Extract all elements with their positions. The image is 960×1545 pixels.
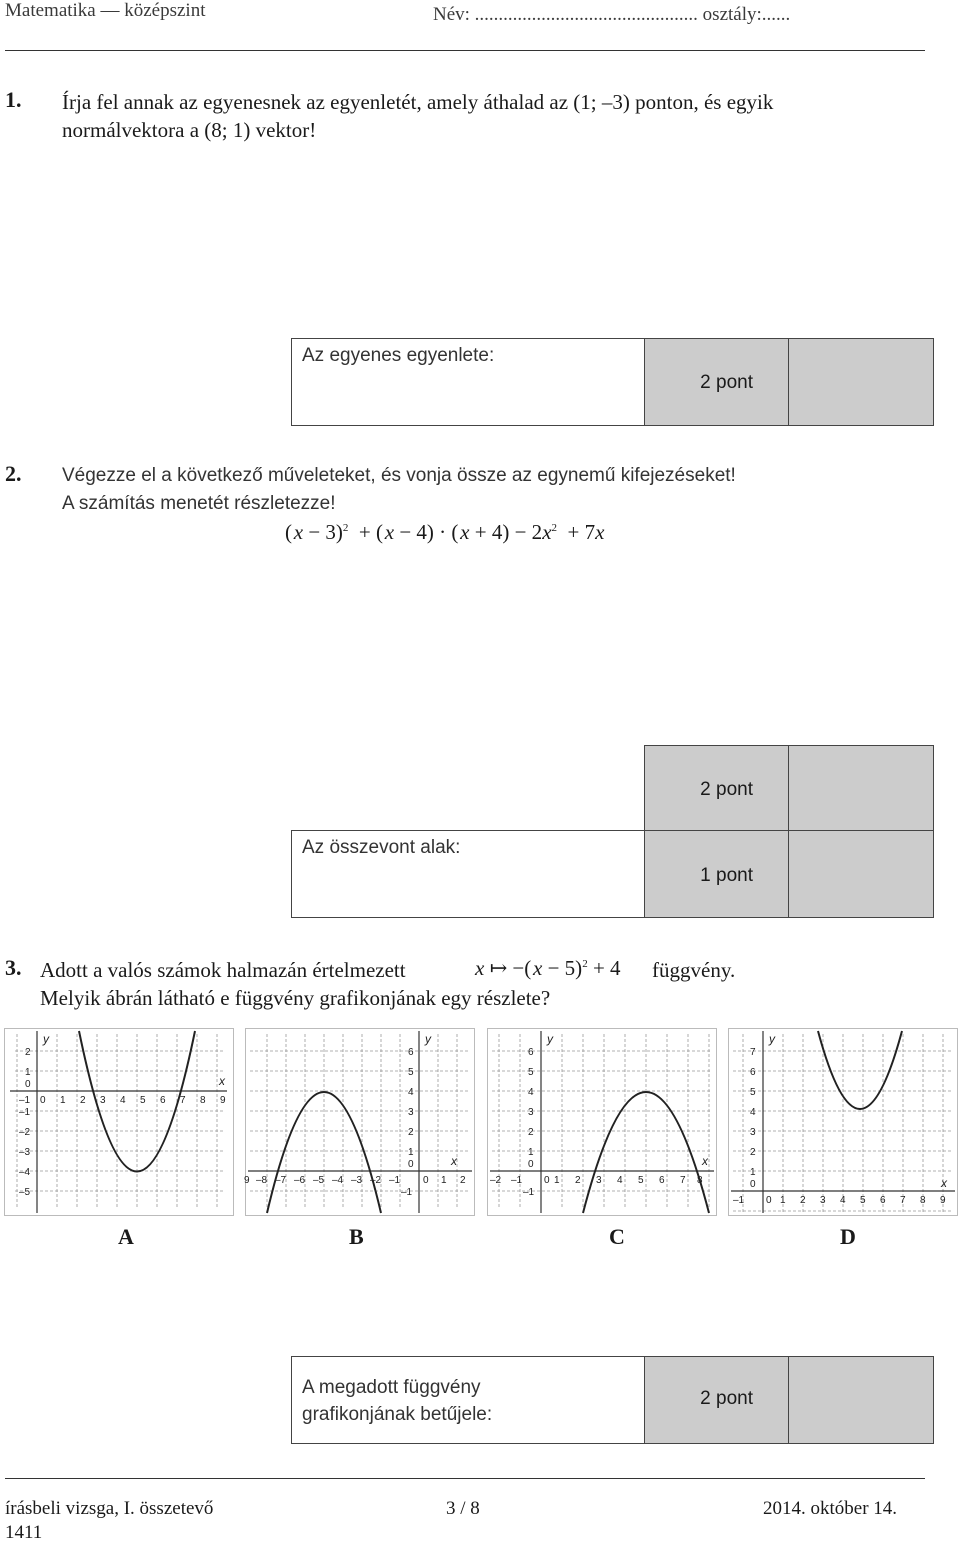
svg-text:8: 8 — [697, 1175, 703, 1186]
svg-text:0: 0 — [25, 1079, 31, 1090]
svg-text:–2: –2 — [370, 1175, 382, 1186]
svg-text:1: 1 — [25, 1067, 31, 1078]
svg-text:0: 0 — [408, 1159, 414, 1170]
svg-text:4: 4 — [840, 1195, 846, 1206]
svg-text:–1: –1 — [19, 1095, 31, 1106]
svg-text:0: 0 — [766, 1195, 772, 1206]
q2-points-1: 2 pont — [700, 779, 753, 800]
q3-points-box — [644, 1356, 790, 1444]
svg-text:5: 5 — [140, 1095, 146, 1106]
footer-rule — [5, 1478, 925, 1479]
svg-text:2: 2 — [25, 1047, 31, 1058]
svg-text:7: 7 — [900, 1195, 906, 1206]
svg-text:4: 4 — [120, 1095, 126, 1106]
svg-text:7: 7 — [180, 1095, 186, 1106]
svg-text:–5: –5 — [313, 1175, 325, 1186]
svg-text:–4: –4 — [19, 1167, 31, 1178]
svg-text:5: 5 — [860, 1195, 866, 1206]
header-subject: Matematika — középszint — [5, 0, 206, 21]
graph-a-letter: A — [118, 1224, 134, 1249]
svg-text:2: 2 — [80, 1095, 86, 1106]
q1-answer-label: Az egyenes egyenlete: — [302, 345, 495, 366]
svg-text:4: 4 — [408, 1087, 414, 1098]
svg-text:1: 1 — [750, 1167, 756, 1178]
svg-text:–1: –1 — [733, 1195, 745, 1206]
q3-score-box[interactable] — [788, 1356, 934, 1444]
svg-text:–7: –7 — [275, 1175, 287, 1186]
svg-text:2: 2 — [460, 1175, 466, 1186]
q2-text-line1: Végezze el a következő műveleteket, és vonja össze az egynemű kifejezéseket! — [62, 465, 736, 486]
q2-number: 2. — [5, 461, 22, 486]
q1-answer-box[interactable] — [291, 338, 646, 426]
svg-text:0: 0 — [40, 1095, 46, 1106]
svg-text:–1: –1 — [401, 1187, 413, 1198]
q2-answer-box[interactable] — [291, 830, 646, 918]
svg-text:0: 0 — [528, 1159, 534, 1170]
graph-c[interactable] — [487, 1028, 717, 1216]
svg-text:y: y — [425, 1032, 431, 1046]
footer-code: 1411 — [5, 1522, 43, 1543]
q3-text-line2: Melyik ábrán látható e függvény grafikonjának egy részlete? — [40, 986, 551, 1010]
svg-text:2: 2 — [408, 1127, 414, 1138]
svg-text:y: y — [769, 1032, 775, 1046]
graph-a-svg — [5, 1029, 233, 1215]
svg-text:2: 2 — [800, 1195, 806, 1206]
svg-text:6: 6 — [659, 1175, 665, 1186]
svg-text:3: 3 — [408, 1107, 414, 1118]
graph-d[interactable] — [728, 1028, 958, 1216]
svg-text:x: x — [451, 1154, 457, 1168]
svg-text:5: 5 — [528, 1067, 534, 1078]
q1-points-box — [644, 338, 790, 426]
svg-text:3: 3 — [750, 1127, 756, 1138]
q3-answer-label — [302, 1374, 492, 1428]
graph-c-letter: C — [609, 1224, 625, 1249]
q1-number: 1. — [5, 87, 22, 112]
svg-text:1: 1 — [780, 1195, 786, 1206]
graph-d-svg — [729, 1029, 957, 1215]
graph-b-svg — [246, 1029, 474, 1215]
header-name-field: Név: ............................................... osztály:...... — [433, 4, 791, 25]
svg-text:y: y — [547, 1032, 553, 1046]
q2-text-line2: A számítás menetét részletezze! — [62, 493, 336, 514]
graph-c-svg — [488, 1029, 716, 1215]
svg-text:2: 2 — [528, 1127, 534, 1138]
svg-text:6: 6 — [880, 1195, 886, 1206]
graph-d-letter: D — [840, 1224, 856, 1249]
svg-text:4: 4 — [617, 1175, 623, 1186]
q2-points-box-2 — [644, 830, 790, 918]
svg-text:4: 4 — [750, 1107, 756, 1118]
svg-text:1: 1 — [441, 1175, 447, 1186]
svg-text:9: 9 — [244, 1175, 250, 1186]
svg-text:0: 0 — [544, 1175, 550, 1186]
header-rule — [5, 50, 925, 51]
svg-text:–8: –8 — [256, 1175, 268, 1186]
q1-text-line2: normálvektora a (8; 1) vektor! — [62, 118, 317, 142]
q2-score-box-1[interactable] — [788, 745, 934, 833]
q3-points: 2 pont — [700, 1388, 753, 1409]
svg-text:x: x — [941, 1176, 947, 1190]
svg-text:–1: –1 — [19, 1107, 31, 1118]
q3-answer-label-line1: A megadott függvény — [302, 1377, 481, 1398]
q1-points: 2 pont — [700, 372, 753, 393]
svg-text:3: 3 — [820, 1195, 826, 1206]
svg-text:x: x — [702, 1154, 708, 1168]
svg-text:–2: –2 — [490, 1175, 502, 1186]
svg-text:3: 3 — [528, 1107, 534, 1118]
svg-text:6: 6 — [750, 1067, 756, 1078]
graph-a[interactable] — [4, 1028, 234, 1216]
q3-function: x ↦ −( x − 5)$^2$ + 4 — [475, 956, 621, 980]
svg-text:0: 0 — [750, 1179, 756, 1190]
graph-b-letter: B — [349, 1224, 364, 1249]
svg-text:–4: –4 — [332, 1175, 344, 1186]
q2-points-box-1 — [644, 745, 790, 833]
svg-text:–1: –1 — [523, 1187, 535, 1198]
svg-text:1: 1 — [554, 1175, 560, 1186]
svg-text:1: 1 — [528, 1147, 534, 1158]
svg-text:4: 4 — [528, 1087, 534, 1098]
svg-text:2: 2 — [750, 1147, 756, 1158]
svg-text:3: 3 — [100, 1095, 106, 1106]
q2-expression: ( x − 3)$^2$ + ( x − 4) · ( $x + 4) - 2x^2 + 7x$ — [285, 520, 605, 544]
svg-text:–2: –2 — [19, 1127, 31, 1138]
svg-text:–1: –1 — [511, 1175, 523, 1186]
svg-text:9: 9 — [220, 1095, 226, 1106]
svg-text:–3: –3 — [351, 1175, 363, 1186]
footer-date: 2014. október 14. — [763, 1498, 898, 1519]
svg-text:2: 2 — [575, 1175, 581, 1186]
q3-answer-box[interactable] — [291, 1356, 646, 1444]
footer-left: írásbeli vizsga, I. összetevő — [5, 1498, 214, 1519]
svg-text:1: 1 — [408, 1147, 414, 1158]
svg-text:5: 5 — [750, 1087, 756, 1098]
svg-text:–5: –5 — [19, 1187, 31, 1198]
svg-text:7: 7 — [750, 1047, 756, 1058]
svg-text:8: 8 — [920, 1195, 926, 1206]
q3-text-line1-b: függvény. — [652, 958, 736, 982]
q1-text-line1: Írja fel annak az egyenesnek az egyenletét, amely áthalad az (1; –3) ponton, és egyik — [62, 90, 774, 114]
svg-text:y: y — [43, 1032, 49, 1046]
footer-page: 3 / 8 — [446, 1498, 480, 1519]
svg-text:5: 5 — [638, 1175, 644, 1186]
svg-text:3: 3 — [596, 1175, 602, 1186]
q3-answer-label-line2: grafikonjának betűjele: — [302, 1404, 493, 1425]
svg-text:9: 9 — [940, 1195, 946, 1206]
q1-score-box[interactable] — [788, 338, 934, 426]
svg-text:5: 5 — [408, 1067, 414, 1078]
svg-text:7: 7 — [680, 1175, 686, 1186]
svg-text:–6: –6 — [294, 1175, 306, 1186]
graph-b[interactable] — [245, 1028, 475, 1216]
svg-text:–3: –3 — [19, 1147, 31, 1158]
q2-score-box-2[interactable] — [788, 830, 934, 918]
svg-text:0: 0 — [423, 1175, 429, 1186]
svg-text:6: 6 — [528, 1047, 534, 1058]
svg-text:–1: –1 — [389, 1175, 401, 1186]
q3-text-line1-a: Adott a valós számok halmazán értelmezett — [40, 958, 406, 982]
q3-number: 3. — [5, 955, 22, 980]
svg-text:6: 6 — [160, 1095, 166, 1106]
svg-text:x: x — [219, 1074, 225, 1088]
q2-answer-label: Az összevont alak: — [302, 837, 461, 858]
svg-text:6: 6 — [408, 1047, 414, 1058]
q2-points-2: 1 pont — [700, 865, 753, 886]
svg-text:8: 8 — [200, 1095, 206, 1106]
svg-text:1: 1 — [60, 1095, 66, 1106]
